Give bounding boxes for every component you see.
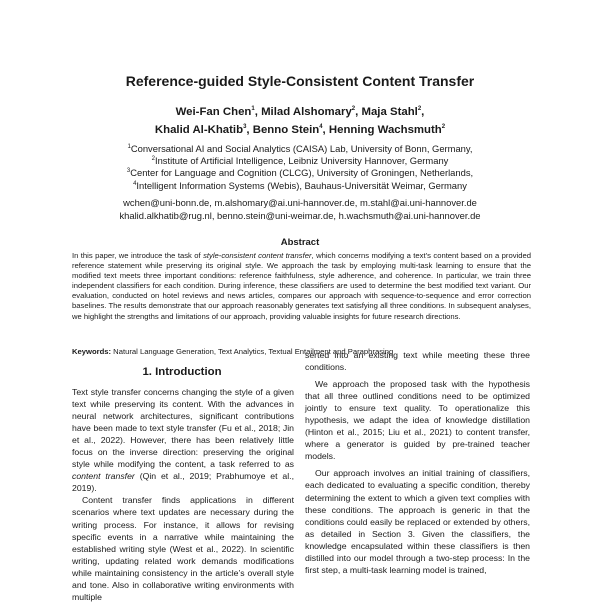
author: Milad Alshomary$^2$, (261, 106, 362, 118)
email-list (0, 196, 600, 222)
paragraph: Content transfer finds applications in different scenarios where text updates are necessary during the writing process. For instance, it allows for revising specific events in a narrative while maintaining the established writing style (West et al., 2022). In scientific writing, updating related work demands modifications while maintaining consistency in the article’s overall style and tone. Also in collaborative writing environments with multiple (72, 495, 294, 602)
author-list (0, 103, 600, 139)
paper-title: Reference-guided Style-Consistent Content Transfer (125, 73, 475, 89)
paragraph: We approach the proposed task with the hypothesis that all three outlined conditions need to be optimized jointly to ensure text quality. To operationalize this hypothesis, we adapt the idea of knowledge distillation (Hinton et al., 2015; Liu et al., 2021) to content transfer, where a generator is guided by pre-trained teacher models. (305, 379, 530, 462)
paragraph: Our approach involves an initial training of classifiers, each dedicated to evaluating a specific condition, thereby determining the extent to which a given text complies with these conditions. The approach is generic in that the conditions could easily be replaced or extended by others, as detailed in Section 3. Given the classifiers, the knowledge encapsulated within these classifiers is then distilled into our model through a two-step process: In the first step, a multi-task learning model is trained, (305, 468, 530, 575)
paragraph: Text style transfer concerns changing the style of a given text while preserving its content. With the advances in neural network architectures, significant contributions have been made to text style transfer (Fu et al., 2018; Jin et al., 2022). However, there has been relatively little focus on the inverse direction: preserving the original style while modifying the content, a task referred to as content transfer (Qin et al., 2019; Prabhumoye et al., 2019). (72, 387, 294, 494)
affiliation: $^4$Intelligent Information Systems (Webis), Bauhaus-Universität Weimar, Germany (133, 179, 467, 191)
affiliation: $^2$Institute of Artificial Intelligence, Leibniz University Hannover, Germany (151, 155, 449, 167)
keywords: Keywords: Natural Language Generation, Text Analytics, Textual Entailment and Paraphrasing (72, 347, 394, 356)
email-line: khalid.alkhatib@rug.nl, benno.stein@uni-weimar.de, h.wachsmuth@ai.uni-hannover.de (119, 210, 481, 221)
paragraph: serted into an existing text while meeting these three conditions. (305, 350, 530, 373)
author: Henning Wachsmuth$^2$ (328, 124, 446, 136)
task-name: style-consistent content transfer (203, 251, 312, 260)
abstract-heading: Abstract (280, 237, 320, 248)
affiliation: $^3$Center for Language and Cognition (CLCG), University of Groningen, Netherlands, (126, 167, 474, 179)
affiliation-list (0, 143, 600, 192)
right-column (305, 349, 530, 576)
email-line: wchen@uni-bonn.de, m.alshomary@ai.uni-hannover.de, m.stahl@ai.uni-hannover.de (123, 197, 477, 208)
keywords-label: Keywords: (72, 347, 112, 356)
author: Maja Stahl$^2$, (361, 106, 425, 118)
abstract-body: In this paper, we introduce the task of style-consistent content transfer, which concerns modifying a text’s content based on a provided reference statement while preserving its original style. We approach the task by employing multi-task learning to ensure that the modified text meets three important conditions: reference faithfulness, style adherence, and coherence. In particular, we train three independent classifiers for each condition. During inference, these classifiers are used to determine the best modified text variant. Our evaluation, conducted on hotel reviews and news articles, compares our approach with sequence-to-sequence and error correction baselines. The results demonstrate that our approach reasonably generates text satisfying all three conditions. In subsequent analyses, we highlight the strengths and limitations of our approach, providing valuable insights for future research directions. (72, 251, 531, 321)
left-column (72, 386, 294, 603)
affiliation: $^1$Conversational AI and Social Analytics (CAISA) Lab, University of Bonn, Germany, (127, 143, 473, 154)
section-heading-introduction: 1. Introduction (142, 366, 222, 378)
author: Khalid Al-Khatib$^3$, (154, 124, 253, 136)
author: Benno Stein$^4$, (252, 124, 329, 136)
author: Wei-Fan Chen$^1$, (175, 106, 262, 118)
